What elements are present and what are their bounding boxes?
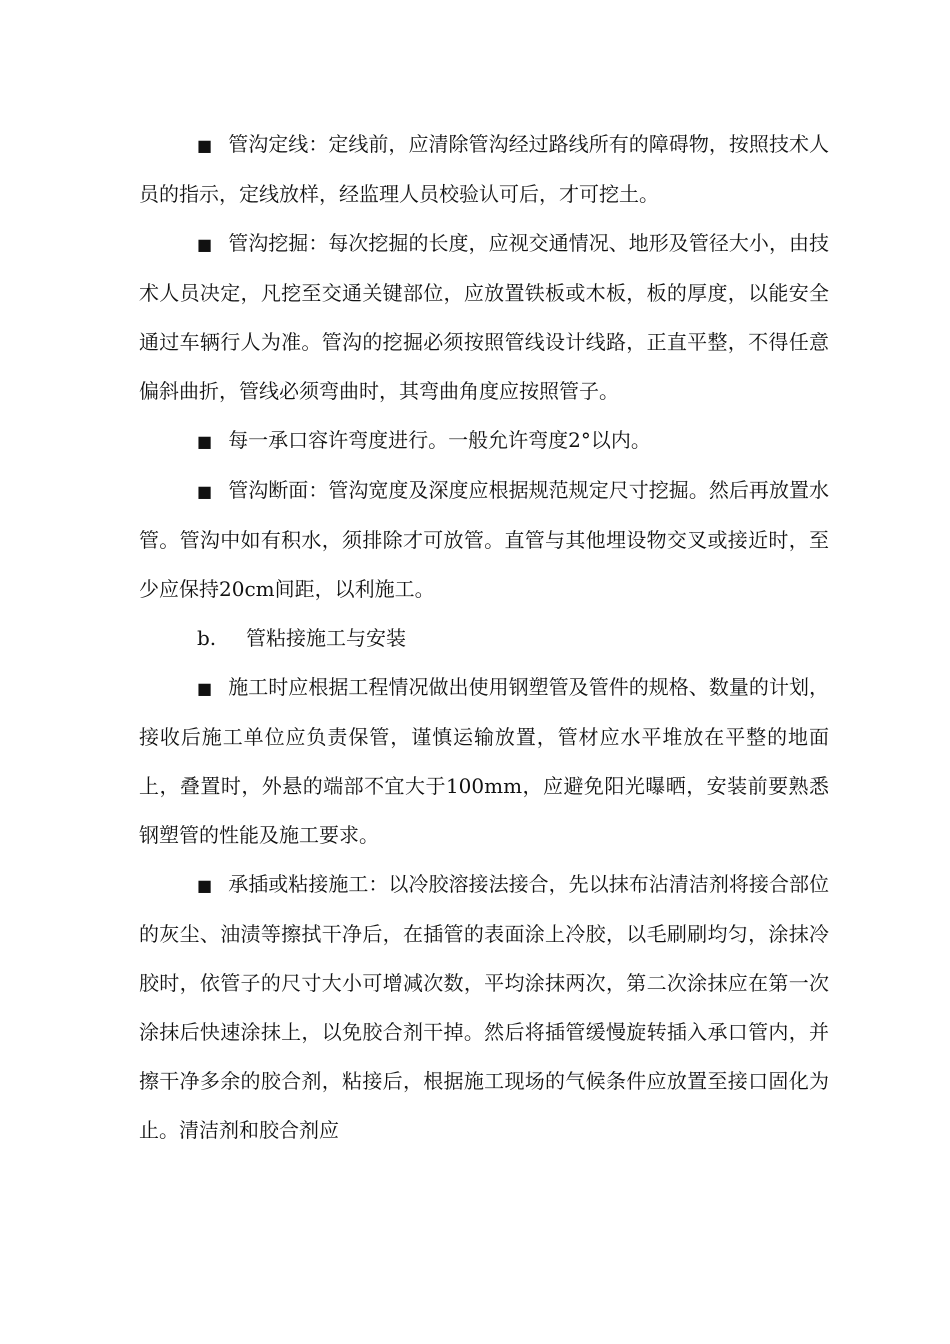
paragraph-trench-excavation bbox=[139, 219, 829, 416]
paragraph-text: 管沟断面：管沟宽度及深度应根据规范规定尺寸挖掘。然后再放置水管。管沟中如有积水，须排除才可放管。直管与其他埋设物交叉或接近时，至少应保持20cm间距，以利施工。 bbox=[139, 478, 829, 601]
paragraph-text: 管沟定线：定线前，应清除管沟经过路线所有的障碍物，按照技术人员的指示，定线放样，经监理人员校验认可后，才可挖土。 bbox=[139, 132, 829, 206]
paragraph-material-plan bbox=[139, 663, 829, 860]
bullet-square-icon: ■ bbox=[197, 679, 213, 698]
paragraph-text: 管沟挖掘：每次挖掘的长度，应视交通情况、地形及管径大小，由技术人员决定，凡挖至交通关键部位，应放置铁板或木板，板的厚度，以能安全通过车辆行人为准。管沟的挖掘必须按照管线设计线路，正直平整，不得任意偏斜曲折，管线必须弯曲时，其弯曲角度应按照管子。 bbox=[139, 231, 829, 403]
bullet-square-icon: ■ bbox=[197, 432, 213, 451]
bullet-square-icon: ■ bbox=[197, 876, 213, 895]
bullet-square-icon: ■ bbox=[197, 136, 213, 155]
paragraph-socket-bend bbox=[139, 416, 829, 466]
document-body bbox=[139, 120, 829, 1155]
paragraph-trench-layout bbox=[139, 120, 829, 219]
paragraph-bonding-procedure bbox=[139, 860, 829, 1155]
section-heading-text: 管粘接施工与安装 bbox=[246, 626, 406, 650]
paragraph-text: 承插或粘接施工：以冷胶溶接法接合，先以抹布沾清洁剂将接合部位的灰尘、油渍等擦拭干净后，在插管的表面涂上冷胶，以毛刷刷均匀，涂抹冷胶时，依管子的尺寸大小可增减次数，平均涂抹两次，第二次涂抹应在第一次涂抹后快速涂抹上，以免胶合剂干掉。然后将插管缓慢旋转插入承口管内，并擦干净多余的胶合剂，粘接后，根据施工现场的气候条件应放置至接口固化为止。清洁剂和胶合剂应 bbox=[139, 872, 829, 1142]
paragraph-text: 施工时应根据工程情况做出使用钢塑管及管件的规格、数量的计划，接收后施工单位应负责保管，谨慎运输放置，管材应水平堆放在平整的地面上，叠置时，外悬的端部不宜大于100mm，应避免阳光曝晒，安装前要熟悉钢塑管的性能及施工要求。 bbox=[139, 675, 829, 847]
paragraph-text: 每一承口容许弯度进行。一般允许弯度2°以内。 bbox=[228, 428, 651, 452]
bullet-square-icon: ■ bbox=[197, 482, 213, 501]
section-heading-b bbox=[139, 614, 829, 663]
section-marker: b. bbox=[197, 626, 217, 650]
paragraph-trench-section bbox=[139, 466, 829, 614]
bullet-square-icon: ■ bbox=[197, 235, 213, 254]
